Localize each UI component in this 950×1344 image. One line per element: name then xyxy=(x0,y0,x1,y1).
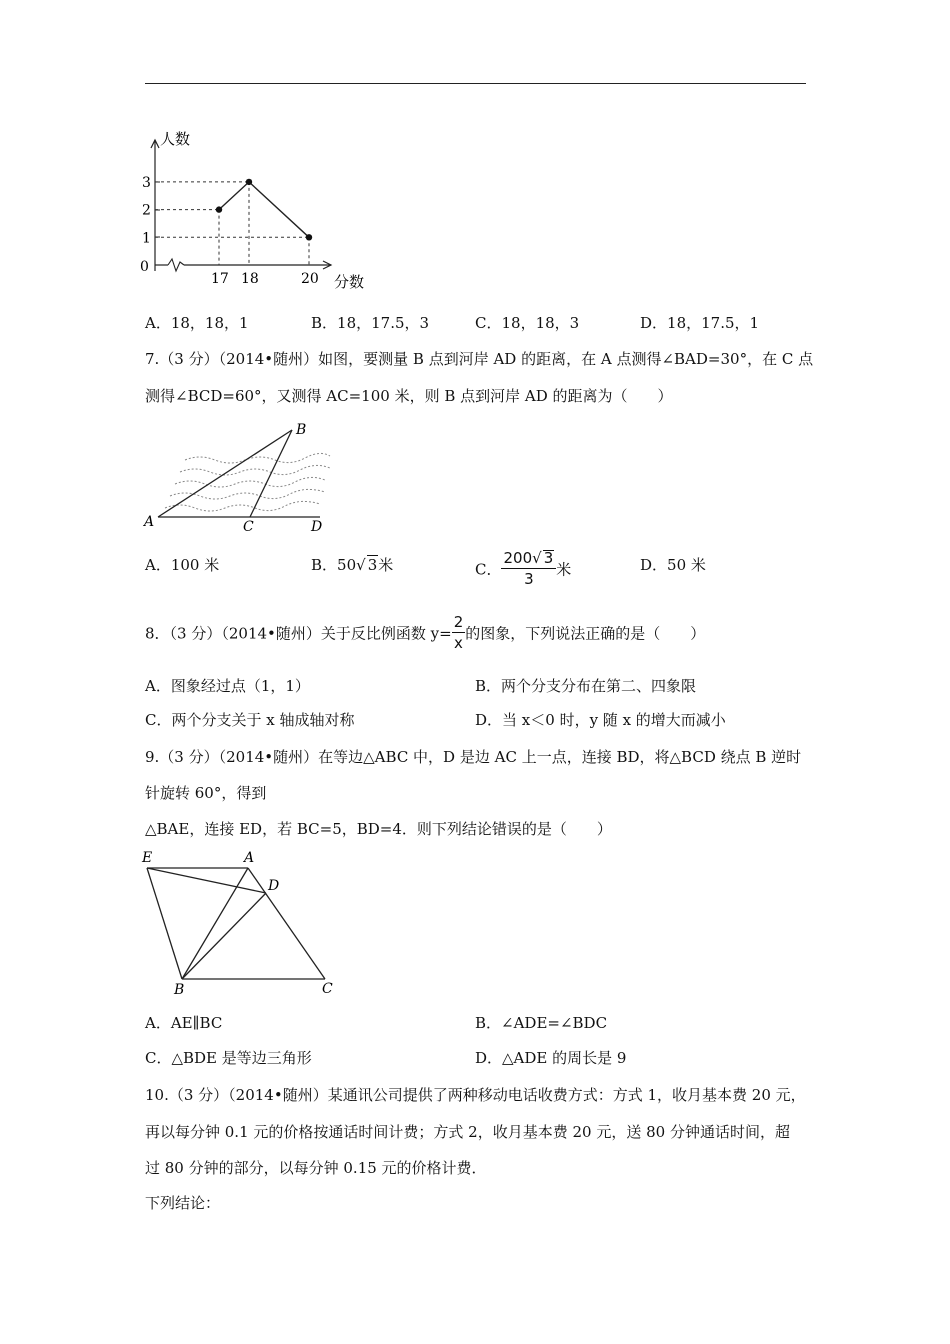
q9-option-a[interactable]: A．AE∥BC xyxy=(145,1014,223,1032)
q9-option-d[interactable]: D．△ADE 的周长是 9 xyxy=(475,1049,627,1067)
q7-option-b-suffix: 米 xyxy=(378,556,394,574)
y-tick-label: 1 xyxy=(142,230,151,247)
q7-stem-line1: 7.（3 分）（2014•随州）如图，要测量 B 点到河岸 AD 的距离，在 A 点测得∠BAD=30°，在 C 点 xyxy=(145,350,814,368)
q6-option-a[interactable]: A．18，18，1 xyxy=(145,314,249,332)
point-label-E: E xyxy=(142,850,153,866)
q7-option-b-prefix: B．50 xyxy=(311,556,357,574)
sqrt-sign-icon: √ xyxy=(532,549,542,567)
x-tick-label: 17 xyxy=(211,271,229,287)
segment-BE xyxy=(147,868,182,979)
q8-stem-prefix: 8．（3 分）（2014•随州）关于反比例函数 y= xyxy=(145,624,452,643)
axis-break xyxy=(168,259,184,271)
q8-stem xyxy=(145,615,705,651)
q8-fraction-den: x xyxy=(454,634,463,652)
q9-stem-line3: △BAE，连接 ED，若 BC=5，BD=4．则下列结论错误的是（ ） xyxy=(145,820,612,838)
q9-figure xyxy=(140,846,340,998)
y-tick-label: 2 xyxy=(142,202,151,219)
q9-option-b[interactable]: B．∠ADE=∠BDC xyxy=(475,1014,608,1032)
segment-AC xyxy=(248,868,325,979)
q6-option-b[interactable]: B．18，17.5，3 xyxy=(311,314,430,332)
q7-option-c[interactable] xyxy=(475,549,572,588)
origin-label: 0 xyxy=(140,259,149,275)
q7-option-c-prefix: C． xyxy=(475,560,502,579)
point-label-B: B xyxy=(174,982,185,998)
q8-option-b[interactable]: B．两个分支分布在第二、四象限 xyxy=(475,677,697,695)
q8-fraction xyxy=(452,615,466,651)
q7-option-b[interactable] xyxy=(311,554,393,575)
point-label-C: C xyxy=(243,519,254,535)
q10-stem-line4: 下列结论： xyxy=(145,1194,221,1212)
q10-stem-line3: 过 80 分钟的部分，以每分钟 0.15 元的价格计费． xyxy=(145,1159,487,1177)
point-label-A: A xyxy=(244,850,255,866)
q8-stem-suffix: 的图象，下列说法正确的是（ ） xyxy=(465,624,706,643)
q10-stem-line1: 10.（3 分）（2014•随州）某通讯公司提供了两种移动电话收费方式：方式 1，收月基本费 20 元， xyxy=(145,1086,806,1104)
data-point xyxy=(216,206,222,212)
q7-option-a[interactable]: A．100 米 xyxy=(145,556,220,574)
data-point xyxy=(306,234,312,240)
q7-option-c-denominator: 3 xyxy=(524,570,534,588)
q8-fraction-num: 2 xyxy=(453,613,464,631)
x-tick-label: 18 xyxy=(241,271,259,287)
q7-figure xyxy=(140,418,340,540)
river-waves xyxy=(165,453,330,511)
q7-option-c-radicand: 3 xyxy=(543,549,554,567)
q6-line-chart xyxy=(138,126,378,296)
data-point xyxy=(246,179,252,185)
segment-AB xyxy=(158,430,292,517)
q6-option-c[interactable]: C．18，18，3 xyxy=(475,314,580,332)
q10-stem-line2: 再以每分钟 0.1 元的价格按通话时间计费；方式 2，收月基本费 20 元，送 80 分钟通话时间，超 xyxy=(145,1123,790,1141)
point-label-D: D xyxy=(311,519,323,535)
q8-option-c[interactable]: C．两个分支关于 x 轴成轴对称 xyxy=(145,711,355,729)
q9-stem-line2: 针旋转 60°，得到 xyxy=(145,784,267,802)
x-tick-label: 20 xyxy=(301,271,319,287)
point-label-A: A xyxy=(144,514,155,530)
q7-option-c-suffix: 米 xyxy=(556,560,572,579)
point-label-D: D xyxy=(268,878,280,894)
segment-BD xyxy=(182,893,266,979)
q8-option-d[interactable]: D．当 x＜0 时，y 随 x 的增大而减小 xyxy=(475,711,726,729)
y-axis-label: 人数 xyxy=(160,130,191,148)
q9-stem-line1: 9.（3 分）（2014•随州）在等边△ABC 中，D 是边 AC 上一点，连接 BD，将△BCD 绕点 B 逆时 xyxy=(145,748,802,766)
q7-option-d[interactable]: D．50 米 xyxy=(640,556,706,574)
segment-BA xyxy=(182,868,248,979)
y-tick-label: 3 xyxy=(142,174,151,191)
point-label-B: B xyxy=(296,422,307,438)
q7-stem-line2: 测得∠BCD=60°，又测得 AC=100 米，则 B 点到河岸 AD 的距离为（ ） xyxy=(145,387,673,405)
segment-ED xyxy=(147,868,266,893)
x-axis-label: 分数 xyxy=(334,273,365,291)
sqrt-sign-icon: √ xyxy=(356,556,366,574)
q9-option-c[interactable]: C．△BDE 是等边三角形 xyxy=(145,1049,312,1067)
series-line xyxy=(219,182,309,237)
q7-option-c-fraction xyxy=(501,550,556,587)
q7-option-b-radicand: 3 xyxy=(367,556,378,574)
q8-option-a[interactable]: A．图象经过点（1，1） xyxy=(145,677,310,695)
q7-option-c-coef: 200 xyxy=(503,549,533,567)
point-label-C: C xyxy=(322,981,333,997)
header-rule xyxy=(145,83,806,84)
q6-option-d[interactable]: D．18，17.5，1 xyxy=(640,314,760,332)
q7-option-c-numerator xyxy=(501,550,556,569)
